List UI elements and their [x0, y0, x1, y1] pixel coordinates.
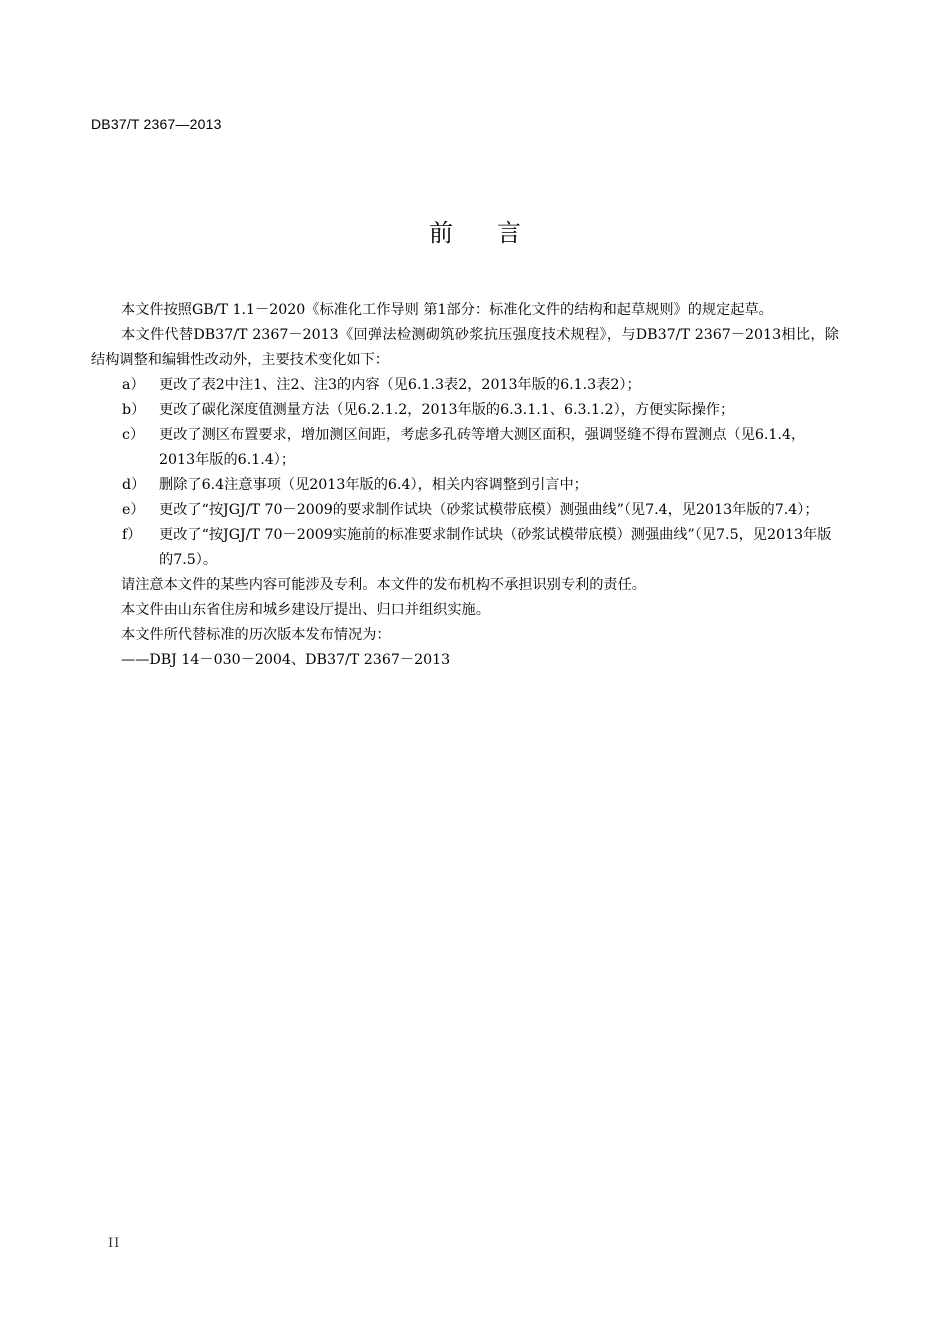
list-item-text: 更改了碳化深度值测量方法（见6.2.1.2，2013年版的6.3.1.1、6.3.1.2），方便实际操作； — [159, 402, 735, 418]
document-code: DB37/T 2367—2013 — [91, 116, 222, 132]
changes-list — [91, 373, 839, 573]
page-title: 前言 — [429, 219, 565, 247]
list-item-text: 更改了测区布置要求，增加测区间距，考虑多孔砖等增大测区面积，强调竖缝不得布置测点（见6.1.4，2013年版的6.1.4）； — [159, 427, 806, 468]
list-marker: f） — [122, 527, 142, 543]
proposer-statement: 本文件由山东省住房和城乡建设厅提出、归口并组织实施。 — [121, 602, 490, 618]
list-item — [91, 398, 839, 423]
history-intro: 本文件所代替标准的历次版本发布情况为： — [121, 627, 391, 643]
history-versions: ——DBJ 14－030－2004、DB37/T 2367－2013 — [121, 652, 451, 668]
list-item-text: 更改了“按JGJ/T 70－2009的要求制作试块（砂浆试模带底模）测强曲线”（见7.4，见2013年版的7.4）； — [159, 502, 819, 518]
list-item — [91, 373, 839, 398]
list-marker: b） — [122, 402, 146, 418]
list-marker: e） — [122, 502, 145, 518]
list-item — [91, 498, 839, 523]
list-item — [91, 473, 839, 498]
list-item — [91, 423, 839, 473]
list-marker: d） — [122, 477, 146, 493]
list-marker: a） — [122, 377, 145, 393]
list-item-text: 更改了表2中注1、注2、注3的内容（见6.1.3表2，2013年版的6.1.3表2）； — [159, 377, 641, 393]
list-item-text: 删除了6.4注意事项（见2013年版的6.4），相关内容调整到引言中； — [159, 477, 588, 493]
page-number: II — [108, 1236, 121, 1251]
list-item-text: 更改了“按JGJ/T 70－2009实施前的标准要求制作试块（砂浆试模带底模）测强曲线”（见7.5，见2013年版的7.5）。 — [159, 527, 832, 568]
paragraph-drafting-rules: 本文件按照GB/T 1.1－2020《标准化工作导则 第1部分：标准化文件的结构和起草规则》的规定起草。 — [121, 302, 773, 318]
list-item — [91, 523, 839, 573]
paragraph-replacement: 本文件代替DB37/T 2367－2013《回弹法检测砌筑砂浆抗压强度技术规程》，与DB37/T 2367－2013相比，除结构调整和编辑性改动外，主要技术变化如下： — [91, 327, 839, 368]
foreword-body — [91, 298, 839, 673]
list-marker: c） — [122, 427, 145, 443]
patent-notice: 请注意本文件的某些内容可能涉及专利。本文件的发布机构不承担识别专利的责任。 — [121, 577, 646, 593]
